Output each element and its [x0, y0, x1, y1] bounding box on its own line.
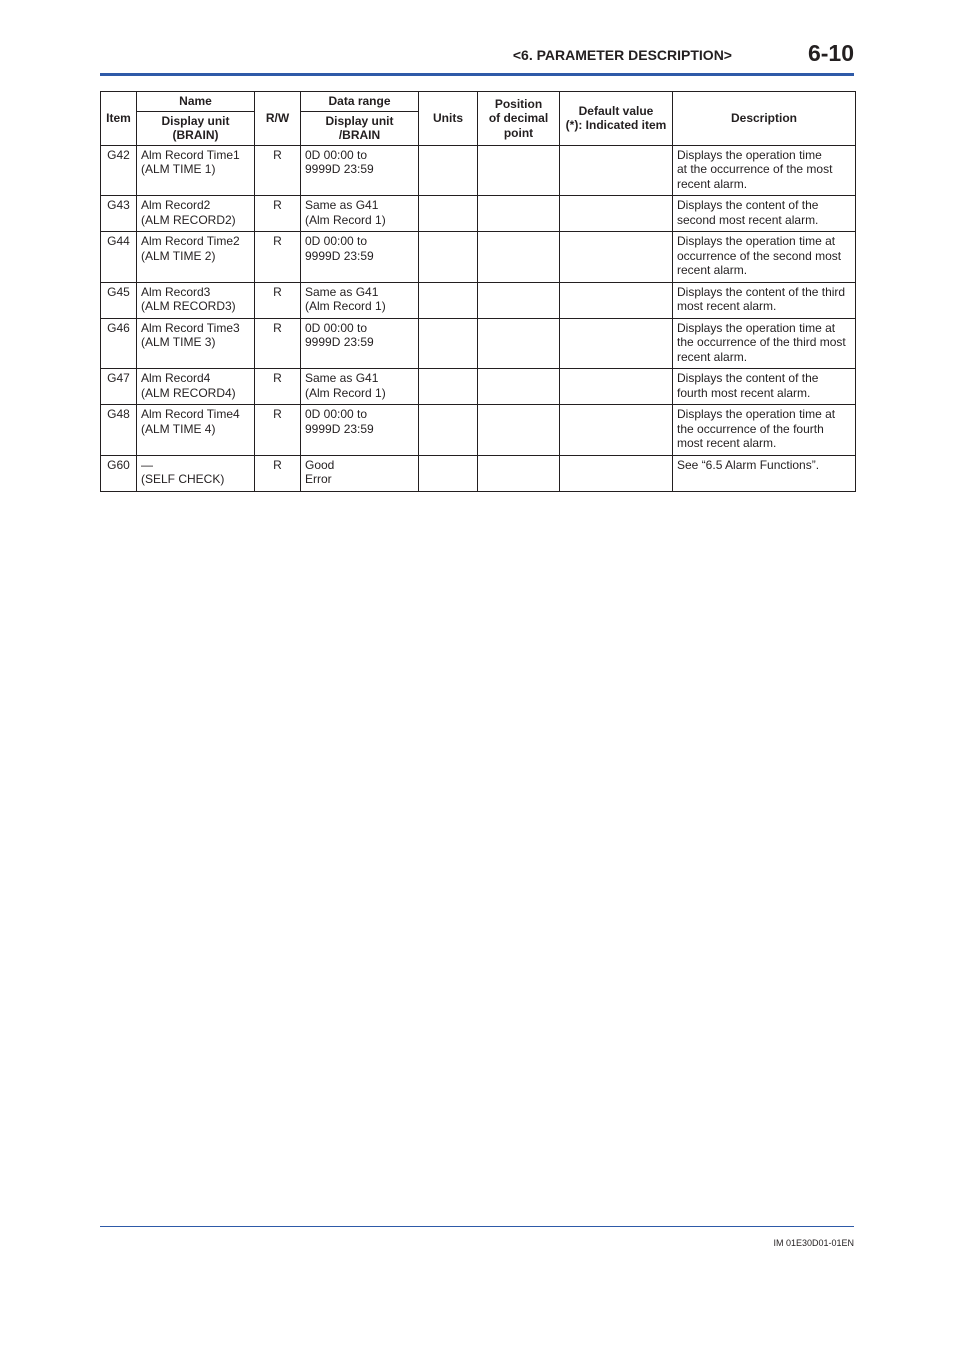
cell-name: Alm Record4 (ALM RECORD4) [137, 369, 255, 405]
cell-description: Displays the operation time at the occurrence of the fourth most recent alarm. [673, 405, 856, 456]
cell-units [419, 318, 478, 369]
cell-name: Alm Record3 (ALM RECORD3) [137, 282, 255, 318]
cell-decimal-position [478, 318, 560, 369]
header-display-unit-brain: Display unit (BRAIN) [137, 111, 255, 145]
cell-decimal-position [478, 196, 560, 232]
cell-name: Alm Record Time2 (ALM TIME 2) [137, 232, 255, 283]
cell-item: G42 [101, 145, 137, 196]
cell-item: G45 [101, 282, 137, 318]
table-row [101, 232, 856, 283]
section-title: <6. PARAMETER DESCRIPTION> [512, 47, 732, 63]
cell-item: G48 [101, 405, 137, 456]
cell-data-range: Same as G41 (Alm Record 1) [301, 196, 419, 232]
footer-rule [100, 1226, 854, 1227]
cell-description: See “6.5 Alarm Functions”. [673, 455, 856, 491]
table-body [101, 145, 856, 491]
cell-item: G44 [101, 232, 137, 283]
cell-data-range: 0D 00:00 to 9999D 23:59 [301, 318, 419, 369]
cell-rw: R [255, 145, 301, 196]
cell-description: Displays the operation time at the occurrence of the third most recent alarm. [673, 318, 856, 369]
cell-rw: R [255, 455, 301, 491]
cell-default-value [560, 369, 673, 405]
cell-data-range: 0D 00:00 to 9999D 23:59 [301, 145, 419, 196]
cell-default-value [560, 282, 673, 318]
header-rule [100, 73, 854, 76]
cell-item: G47 [101, 369, 137, 405]
cell-units [419, 405, 478, 456]
cell-units [419, 232, 478, 283]
cell-item: G60 [101, 455, 137, 491]
cell-default-value [560, 455, 673, 491]
cell-data-range: Good Error [301, 455, 419, 491]
header-decimal-position: Position of decimal point [478, 92, 560, 146]
cell-rw: R [255, 369, 301, 405]
cell-default-value [560, 196, 673, 232]
table-row [101, 405, 856, 456]
cell-decimal-position [478, 282, 560, 318]
header-default-value: Default value (*): Indicated item [560, 92, 673, 146]
cell-units [419, 455, 478, 491]
cell-rw: R [255, 405, 301, 456]
cell-default-value [560, 318, 673, 369]
table-row [101, 318, 856, 369]
cell-decimal-position [478, 232, 560, 283]
header-units: Units [419, 92, 478, 146]
cell-default-value [560, 145, 673, 196]
cell-decimal-position [478, 369, 560, 405]
cell-default-value [560, 405, 673, 456]
cell-data-range: Same as G41 (Alm Record 1) [301, 369, 419, 405]
cell-name: Alm Record Time1 (ALM TIME 1) [137, 145, 255, 196]
cell-name: — (SELF CHECK) [137, 455, 255, 491]
parameter-table [100, 91, 856, 492]
cell-name: Alm Record2 (ALM RECORD2) [137, 196, 255, 232]
table-row [101, 145, 856, 196]
table-row [101, 196, 856, 232]
cell-description: Displays the content of the fourth most recent alarm. [673, 369, 856, 405]
header-display-unit-brain-range: Display unit /BRAIN [301, 111, 419, 145]
page-number: 6-10 [807, 40, 854, 66]
cell-default-value [560, 232, 673, 283]
document-id: IM 01E30D01-01EN [773, 1238, 854, 1248]
cell-decimal-position [478, 145, 560, 196]
table-header [101, 92, 856, 146]
header-description: Description [673, 92, 856, 146]
cell-rw: R [255, 282, 301, 318]
cell-description: Displays the operation time at occurrence of the second most recent alarm. [673, 232, 856, 283]
cell-description: Displays the content of the second most recent alarm. [673, 196, 856, 232]
table-row [101, 455, 856, 491]
cell-data-range: Same as G41 (Alm Record 1) [301, 282, 419, 318]
cell-units [419, 145, 478, 196]
header-name: Name [137, 92, 255, 112]
cell-units [419, 369, 478, 405]
cell-rw: R [255, 232, 301, 283]
cell-description: Displays the content of the third most recent alarm. [673, 282, 856, 318]
cell-item: G46 [101, 318, 137, 369]
cell-name: Alm Record Time3 (ALM TIME 3) [137, 318, 255, 369]
header-rw: R/W [255, 92, 301, 146]
header-data-range: Data range [301, 92, 419, 112]
cell-units [419, 282, 478, 318]
cell-item: G43 [101, 196, 137, 232]
cell-units [419, 196, 478, 232]
cell-data-range: 0D 00:00 to 9999D 23:59 [301, 405, 419, 456]
header-item: Item [101, 92, 137, 146]
cell-data-range: 0D 00:00 to 9999D 23:59 [301, 232, 419, 283]
table-row [101, 369, 856, 405]
table-row [101, 282, 856, 318]
cell-name: Alm Record Time4 (ALM TIME 4) [137, 405, 255, 456]
cell-decimal-position [478, 455, 560, 491]
cell-description: Displays the operation time at the occurrence of the most recent alarm. [673, 145, 856, 196]
cell-rw: R [255, 318, 301, 369]
cell-decimal-position [478, 405, 560, 456]
cell-rw: R [255, 196, 301, 232]
